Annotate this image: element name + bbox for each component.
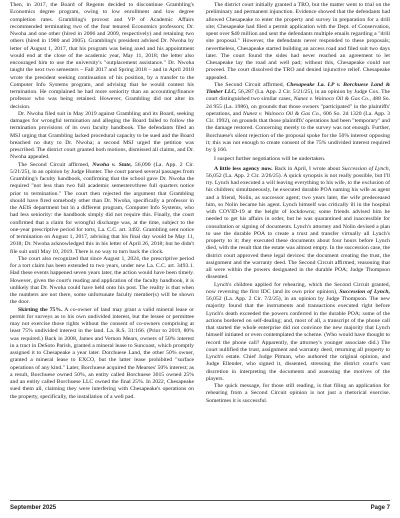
text-run: 56,090 (La. App. 2 Cir. 5/21/25), in an opinion by Judge Hunter. The court parsed several passages from Grambling's faculty handbook, confirming that the school gave Dr. Nwoha the required "not less than two full academic semesters/three full quarters notice prior to termination." The court then rejected the argument that Grambling should have fired somebody other than Dr. Nwoha, specifically a professor in the AEIS department but in a different program, Computer Info Systems, who had less seniority: the handbook simply did not require this. Finally, the court confirmed that a claim for wrongful discharge was, at the time, subject to the one-year prescriptive period for torts, La. C.C. art. 3492. Grambling sent notice of termination on August 1, 2017, advising that his final day would be May 11, 2018; Dr. Nwoha acknowledged this in his letter of April 26, 2018; but he didn't file suit until May 10, 2019. There is no way to turn back the clock. xyxy=(10,161,194,255)
case-citation: Succession of Lynch, xyxy=(341,165,391,172)
text-run: 56,052 (La. App. 2 Cir. 2/26/25). A quick synopsis is not really possible, but I'll try. Lynch had executed a will leaving everything to his wife, to the exclusion of his children; simultaneously, he executed durable POA naming his wife as agent and a friend, Nolin, as successor agent; two years later, the wife predeceased him, so Nolin became his agent. Lynch himself was critically ill in the hospital with COVID-19 at the height of lockdowns; some friends advised him he needed to get his affairs in order, but he was quarantined and inaccessible for consultation or signing of documents. Lynch's attorney and Nolin devised a plan to use the durable POA to create a trust and transfer virtually all Lynch's property to it; they executed these documents about four hours before Lynch died, with the result that the estate was almost empty. In the succession case, the district court approved these legal devices: the document creating the trust, the assignment and the warranty deed. The Second Circuit affirmed, reasoning that all were within the powers designated in the durable POA; Judge Thompson dissented. xyxy=(206,172,390,281)
text-run: The Second Circuit affirmed, xyxy=(214,81,287,88)
right-column xyxy=(206,2,390,405)
text-run: 56,287 (La. App. 2 Cir. 5/21/25), in an opinion by Judge Cox. The court distinguished two similar cases, xyxy=(206,89,390,103)
text-run: Lynch's children applied for rehearing, which the Second Circuit granted, now reversing the first IDC (and its own prior opinion), xyxy=(206,281,390,295)
paragraph: I suspect further negotiations will be undertaken. xyxy=(214,156,326,163)
case-citation: Succession of Lynch, xyxy=(339,288,390,295)
section-heading: A little less agency now. xyxy=(214,165,273,172)
paragraph: The district court initially granted a TRO, but the matter went to trial on the preliminary and permanent injunction. Evidence showed that the defendants had allowed Chesapeake to enter the property and survey in preparation for a drill site; Chesapeake had filed a permit application with the Dept. of Conservation, spent over $40 million and sent the defendants multiple emails regarding a "drill site proposal." However, the defendants never responded to these proposals; nevertheless, Chesapeake started building an access road and filed suit two days later. The court found the sides had never reached an agreement to let Chesapeake lay the road and well pad; without this, Chesapeake could not proceed. The court dissolved the TRO and denied injunctive relief. Chesapeake appealed. xyxy=(206,2,390,81)
footer-date: September 2025 xyxy=(10,505,57,511)
left-column xyxy=(10,2,194,401)
footer-page-number: Page 7 xyxy=(370,505,390,511)
paragraph: Dr. Nwoha filed suit in May 2019 against Grambling and its Board, seeking damages for wrongful termination and alleging the Board failed to follow the termination provisions of its own faculty handbook. The defendants filed an MSJ urging that Grambling lacked procedural capacity to be sued and the Board breached no duty to Dr. Nwoha; a second MSJ urged the petition was prescribed. The district court granted both motions, dismissed all claims, and Dr. Nwoha appealed. xyxy=(10,110,194,161)
text-run: The Second Circuit affirmed, xyxy=(18,161,93,168)
text-run: 606 So. 2d 1320 (La. App. 3 Cir. 1992), on grounds that those plaintiffs' operations had been "temporary" and the damage restored. Concerning merely to the survey was not enough. Further, Borchuese's silent rejection of the proposal spoke for the 50% interest opposing it; this was not enough to create consent of the 75% undivided interest required by § 166. xyxy=(206,110,390,153)
case-citation: Nunez v. Wainoco Oil & Gas Co., xyxy=(242,110,322,117)
section-heading: Skirting the 75%. xyxy=(18,306,63,313)
text-run: 56,052 (La. App. 2 Cir. 7/2/25), in an opinion by Judge Thompson. The new majority found that the instruments and transactions executed right before Lynch's death exceeded the powers conferred in the durable POA; some of the actions bordered on self-dealing; and, most of all, a transcript of the phone call that started the whole enterprise did not convince the new majority that Lynch himself initiated or even contemplated the scheme. (Who would have thought to record the phone call? Apparently, the attorney's younger associate did.) The court nullified the trust, assignment and warranty deed, returning all property to Lynch's estate. Chief Judge Pitman, who authored the original opinion, and Judge Ellender, who signed it, dissented, stressing the district court's vast discretion in interpreting the documents and assessing the motives of the players. xyxy=(206,296,390,382)
text-run: 488 So. 2d 955 (La. 1986), on grounds that those owners "participated" in the plaintiffs' operations, and xyxy=(206,96,390,117)
paragraph: The court also recognized that since August 1, 2024, the prescriptive period for a tort claim has been extended to two years, under new La. C.C. art. 3493.1. Had these events happened seven years later, the action would have been timely. However, given the court's reading and application of the faculty handbook, it is unlikely that Dr. Nwoha could have held onto his post. The reality is that when the numbers are not there, some unfortunate faculty member(s) will be shown the door. xyxy=(10,255,194,306)
page-footer xyxy=(10,500,390,515)
paragraph: The quick message, for those still reading, is that filing an application for rehearing from a Second Circuit opinion is not just a rhetorical exercise. Sometimes it is successful. xyxy=(206,383,390,404)
case-citation: Nunez v. Wainoco Oil & Gas Co., xyxy=(293,96,371,103)
text-run: A co-owner of land may grant a valid mineral lease or permit for surveys as to his own undivided interest, but the lessee or permittee may not exercise those rights without the consent of co-owners comprising at least 75% undivided interest in the land. La. R.S. 31:166. (Prior to 2019, 80% was required.) Back in 2008, James and Vernon Mears, owners of 50% interest in a tract in DeSoto Parish, granted a mineral lease to Suncoast, which promptly assigned it to Chesapeake a year later. Dorchuese Land, the other 50% owner, granted a mineral lease to EXCO, but the latter lease prohibited "surface operations of any kind." Later, Borchuese acquired the Mearses' 50% interest; as a result, Borchuese owned 50%, an entity called Borchuese 3015 owned 25% and an entity called Borchuese LLC owned the final 25%. In 2022, Chesapeake sued them all, claiming they were interfering with Chesapeake's operations on the property, specifically, the installation of a well pad. xyxy=(10,306,194,400)
case-citation: Nwoha v. State, xyxy=(92,161,132,168)
paragraph: Then, in 2017, the Board of Regents decided to discontinue Grambling's Economics degree program, owing to low enrollment and low degree completion rates. Grambling's provost and VP of Academic Affairs recommended terminating two of the four tenured Economics professors; Dr. Nwoha and one other (hired in 2006 and 2009, respectively) and retaining two others (hired in 1980 and 2005). Grambling's president advised Dr. Nwoha by letter of August 1, 2017, that his program was being axed and his appointment would end at the close of the academic year, May 11, 2018; the letter also encouraged him to use the university's "outplacement assistance." Dr. Nwoha taught the next two semesters – Fall 2017 and Spring 2018 – and in April 2018 wrote the president seeking continuation of his position, by a transfer to the Computer Info Systems program, and advising that he would contest his termination. He complained he had more seniority than an accounting/finance professor who was being retained. However, Grambling did not alter its decision. xyxy=(10,2,194,110)
paragraph xyxy=(206,166,390,282)
paragraph xyxy=(10,162,194,256)
text-run: Back in April, I wrote about xyxy=(272,165,342,172)
paragraph xyxy=(206,282,390,384)
paragraph xyxy=(10,307,194,401)
case-citation: Chesapeake La. LP v. Borchuese Land & Timber LLC, xyxy=(206,81,391,95)
article-body xyxy=(10,2,390,494)
paragraph xyxy=(206,82,390,155)
